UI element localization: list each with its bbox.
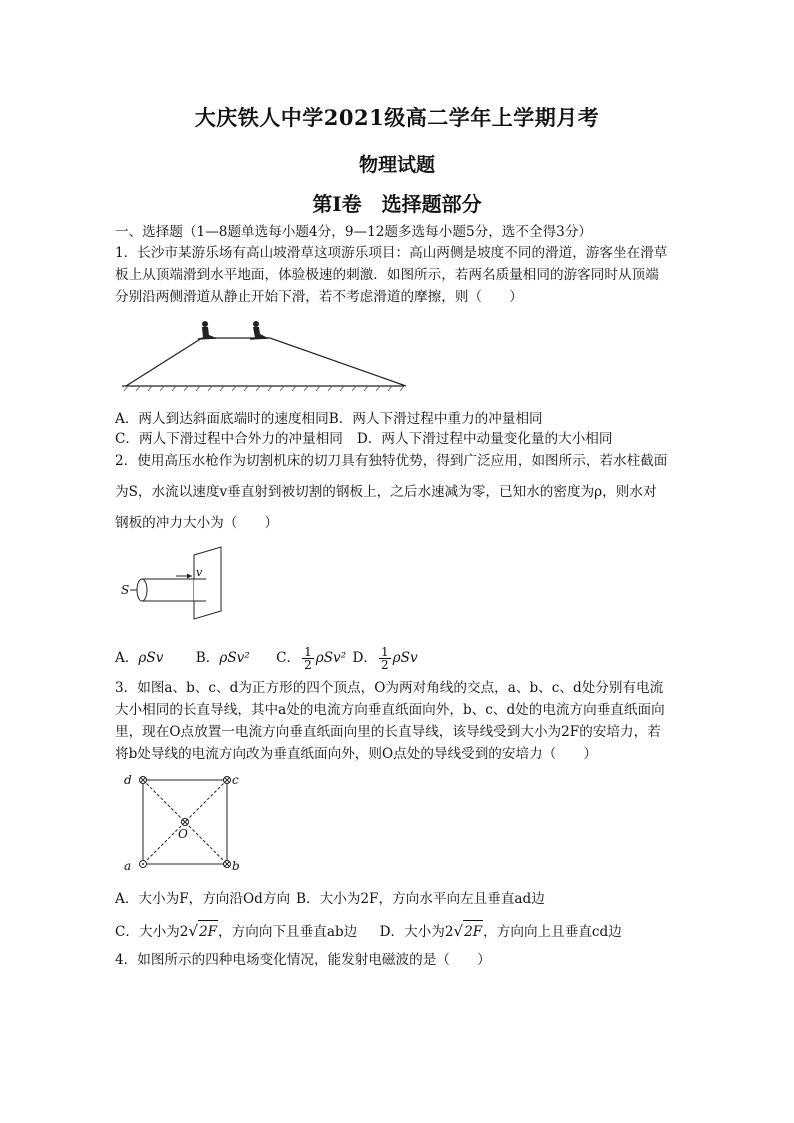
q3-option-d-post: ，方向向上且垂直cd边 bbox=[483, 924, 622, 940]
q4-line1: 4．如图所示的四种电场变化情况，能发射电磁波的是（ ） bbox=[115, 952, 491, 968]
q3-line1: 3．如图a、b、c、d为正方形的四个顶点，O为两对角线的交点，a、b、c、d处分别有电流 bbox=[115, 680, 664, 696]
q2-option-c-num: 1 bbox=[304, 645, 312, 659]
q2-option-d[interactable] bbox=[353, 645, 418, 671]
q1-option-b[interactable]: B．两人下滑过程中重力的冲量相同 bbox=[328, 411, 543, 427]
q2-option-b-label: B． bbox=[195, 650, 220, 666]
sqrt-c-icon: √ bbox=[188, 922, 198, 940]
q2-line2: 为S，水流以速度v垂直射到被切割的钢板上，之后水速减为零，已知水的密度为ρ，则水对 bbox=[115, 484, 657, 500]
q2-option-d-expr: ρSv bbox=[392, 650, 418, 666]
label-s: S bbox=[121, 583, 130, 597]
q2-line1: 2．使用高压水枪作为切割机床的切刀具有独特优势，得到广泛应用，如图所示，若水柱截面 bbox=[115, 453, 668, 469]
q3-square-figure bbox=[118, 772, 248, 874]
q2-option-a-label: A． bbox=[115, 650, 139, 666]
wire-o-icon bbox=[182, 819, 189, 826]
q2-option-d-num: 1 bbox=[381, 645, 389, 659]
q2-option-c-expr: ρSv² bbox=[315, 650, 347, 666]
q3-option-a[interactable]: A．大小为F，方向沿Od方向 bbox=[115, 891, 291, 907]
q3-line4: 将b处导线的电流方向改为垂直纸面向外，则O点处的导线受到的安培力（ ） bbox=[115, 746, 598, 762]
subject-title: 物理试题 bbox=[358, 154, 435, 176]
q3-line2: 大小相同的长直导线，其中a处的电流方向垂直纸面向外，b、c、d处的电流方向垂直纸面向 bbox=[115, 702, 665, 718]
q3-options-row1 bbox=[115, 889, 685, 909]
q3-option-c-post: ，方向向下且垂直ab边 bbox=[218, 924, 358, 940]
q3-option-d-radicand: 2F bbox=[463, 920, 483, 943]
q1-option-d[interactable]: D．两人下滑过程中动量变化量的大小相同 bbox=[356, 431, 613, 447]
label-b: b bbox=[232, 859, 240, 873]
q1-option-c[interactable]: C．两人下滑过程中合外力的冲量相同 bbox=[115, 431, 343, 447]
q1-options-row1 bbox=[115, 409, 685, 429]
q3-option-c[interactable] bbox=[115, 920, 357, 943]
label-c: c bbox=[232, 773, 239, 787]
q2-option-c-fraction bbox=[302, 646, 314, 671]
label-v: v bbox=[196, 566, 203, 579]
q2-water-jet-figure bbox=[118, 545, 238, 625]
sqrt-d-icon: √ bbox=[453, 922, 464, 940]
q1-slope-figure bbox=[118, 312, 408, 394]
q1-option-a[interactable]: A．两人到达斜面底端时的速度相同 bbox=[115, 411, 329, 427]
q1-line1: 1．长沙市某游乐场有高山坡滑草这项游乐项目：高山两侧是坡度不同的滑道，游客坐在滑草 bbox=[115, 245, 668, 261]
q2-options-row bbox=[115, 645, 685, 671]
q2-option-d-label: D． bbox=[352, 650, 377, 666]
q3-options-row2 bbox=[115, 920, 685, 943]
wire-d-icon bbox=[140, 777, 147, 784]
section-intro: 一、选择题（1—8题单选每小题4分，9—12题多选每小题5分，选不全得3分） bbox=[115, 224, 593, 240]
q2-option-c-label: C． bbox=[276, 650, 301, 666]
q2-option-d-den: 2 bbox=[381, 658, 389, 672]
q2-option-a-expr: ρSv bbox=[138, 650, 164, 666]
q2-option-c[interactable] bbox=[276, 645, 346, 671]
hill-outline bbox=[126, 338, 406, 386]
label-o: O bbox=[178, 827, 188, 841]
q3-option-d[interactable] bbox=[380, 920, 622, 943]
q1-line2: 板上从顶端滑到水平地面，体验极速的刺激．如图所示，若两名质量相同的游客同时从顶端 bbox=[115, 267, 659, 283]
q2-option-b[interactable] bbox=[196, 645, 250, 671]
water-column bbox=[142, 579, 194, 601]
q3-option-c-radicand: 2F bbox=[198, 920, 218, 943]
q3-line3: 里，现在O点放置一电流方向垂直纸面向里的长直导线，该导线受到大小为2F的安培力，若 bbox=[115, 724, 661, 740]
column-end bbox=[137, 579, 147, 601]
wire-c-icon bbox=[224, 777, 231, 784]
label-d: d bbox=[124, 773, 132, 787]
school-title: 大庆铁人中学2021级高二学年上学期月考 bbox=[194, 105, 600, 130]
section-title: 第I卷 选择题部分 bbox=[312, 192, 482, 216]
q3-option-b[interactable]: B．大小为2F，方向水平向左且垂直ad边 bbox=[296, 891, 545, 907]
ground-hatch bbox=[124, 386, 404, 391]
q2-line3: 钢板的冲力大小为（ ） bbox=[115, 515, 279, 531]
q1-options-row2 bbox=[115, 429, 685, 449]
q2-option-b-expr: ρSv² bbox=[219, 650, 250, 666]
q3-option-d-pre: D．大小为2 bbox=[379, 924, 454, 940]
wire-b-icon bbox=[224, 861, 231, 868]
q2-option-d-fraction bbox=[379, 646, 391, 671]
wire-a-icon bbox=[140, 861, 147, 868]
q2-option-c-den: 2 bbox=[304, 658, 312, 672]
skier-left bbox=[198, 321, 216, 339]
q3-option-c-pre: C．大小为2 bbox=[115, 924, 189, 940]
q2-option-a[interactable] bbox=[115, 645, 163, 671]
skier-right bbox=[250, 321, 268, 339]
q1-line3: 分别沿两侧滑道从静止开始下滑，若不考虑滑道的摩擦，则（ ） bbox=[115, 289, 523, 305]
label-a: a bbox=[124, 859, 132, 873]
